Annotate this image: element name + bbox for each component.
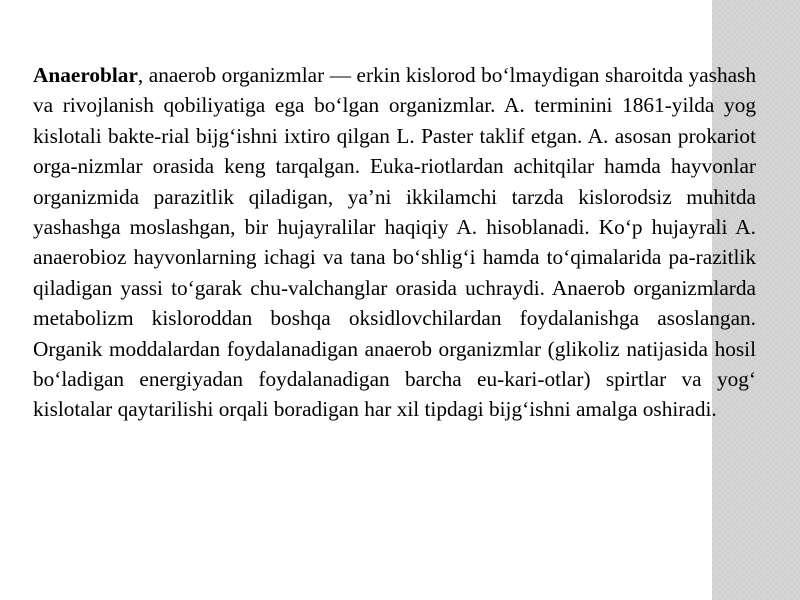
definition-body: , anaerob organizmlar — erkin kislorod boʻlmaydigan sharoitda yashash va rivojlanish qobiliyatiga ega boʻlgan organizmlar. A. terminini 1861-yilda yog kislotali bakte-rial bijgʻishni ixtiro qilgan L. Paster taklif etgan. A. asosan prokariot orga-nizmlar orasida keng tarqalgan. Euka-riotlardan achitqilar hamda hayvonlar organizmida parazitlik qiladigan, ya’ni ikkilamchi tarzda kislorodsiz muhitda yashashga moslashgan, bir hujayralilar haqiqiy A. hisoblanadi. Koʻp hujayrali A. anaerobioz hayvonlarning ichagi va tana boʻshligʻi hamda toʻqimalarida pa-razitlik qiladigan yassi toʻgarak chu-valchanglar orasida uchraydi. Anaerob organizmlarda metabolizm kisloroddan boshqa oksidlovchilardan foydalanishga asoslangan. Organik moddalardan foydalanadigan anaerob organizmlar (glikoliz natijasida hosil boʻladigan energiyadan foydalanadigan barcha eu-kari-otlar) spirtlar va yogʻ kislotalar qaytarilishi orqali boradigan har xil tipdagi bijgʻishni amalga oshiradi. (33, 63, 756, 422)
definition-paragraph (33, 60, 756, 425)
definition-term: Anaeroblar (33, 63, 138, 87)
